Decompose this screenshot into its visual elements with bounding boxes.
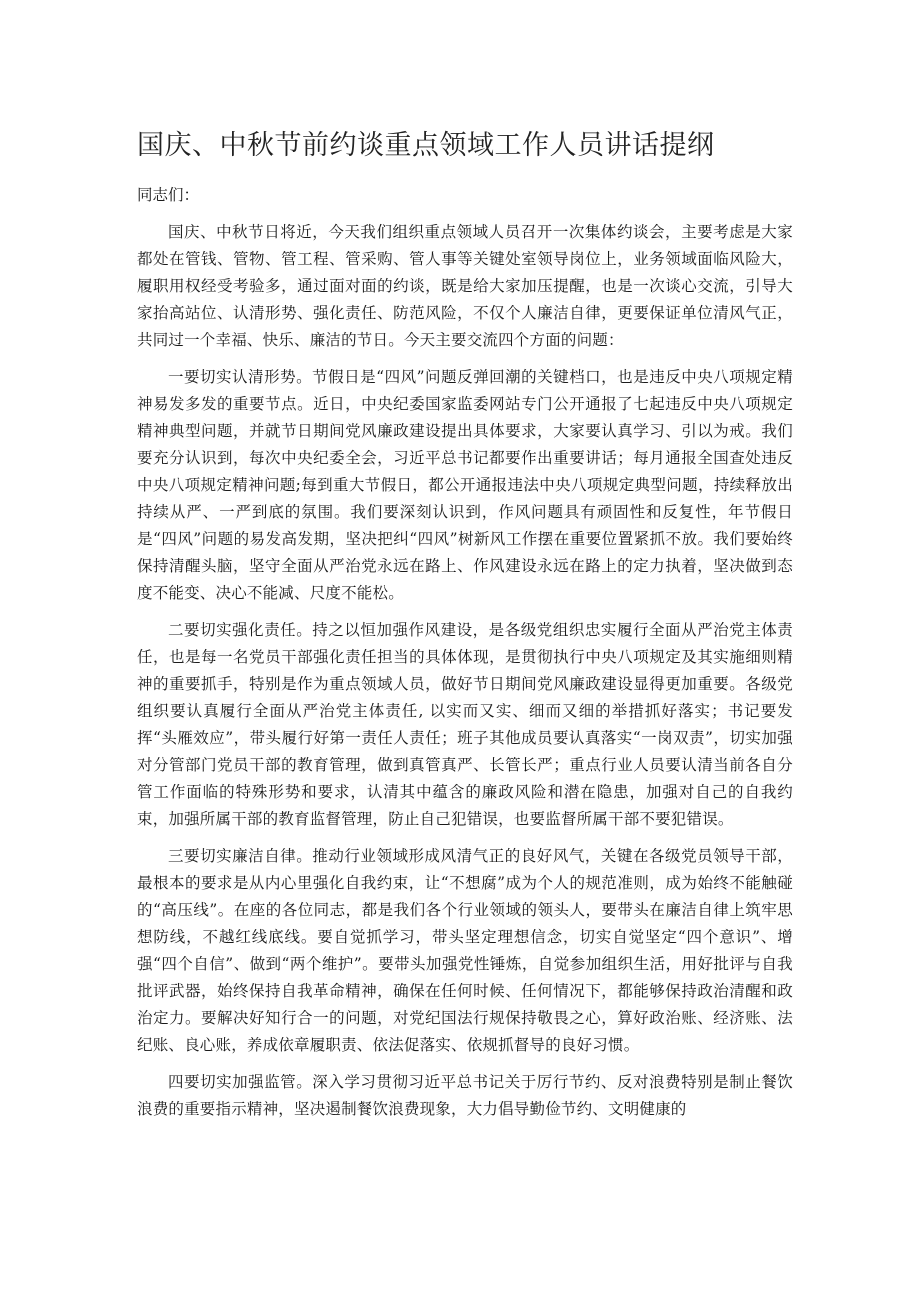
paragraph-point-3: 三要切实廉洁自律。推动行业领域形成风清气正的良好风气，关键在各级党员领导干部，最根本的要求是从内心里强化自我约束，让“不想腐”成为个人的规范准则，成为始终不能触碰的“高压线”。在座的各位同志，都是我们各个行业领域的领头人，要带头在廉洁自律上筑牢思想防线，不越红线底线。要自觉抓学习，带头坚定理想信念，切实自觉坚定“四个意识”、增强“四个自信”、做到“两个维护”。要带头加强党性锤炼，自觉参加组织生活，用好批评与自我批评武器，始终保持自我革命精神，确保在任何时候、任何情况下，都能够保持政治清醒和政治定力。要解决好知行合一的问题，对党纪国法行规保持敬畏之心，算好政治账、经济账、法纪账、良心账，养成依章履职责、依法促落实、依规抓督导的良好习惯。: [137, 847, 793, 1054]
paragraph-point-4: 四要切实加强监管。深入学习贯彻习近平总书记关于厉行节约、反对浪费特别是制止餐饮浪费的重要指示精神，坚决遏制餐饮浪费现象，大力倡导勤俭节约、文明健康的: [137, 1073, 793, 1118]
paragraph-point-1: 一要切实认清形势。节假日是“四风”问题反弹回潮的关键档口，也是违反中央八项规定精神易发多发的重要节点。近日，中央纪委国家监委网站专门公开通报了七起违反中央八项规定精神典型问题，并就节日期间党风廉政建设提出具体要求，大家要认真学习、引以为戒。我们要充分认识到，每次中央纪委全会，习近平总书记都要作出重要讲话；每月通报全国查处违反中央八项规定精神问题;每到重大节假日，都公开通报违法中央八项规定典型问题，持续释放出持续从严、一严到底的氛围。我们要深刻认识到，作风问题具有顽固性和反复性，年节假日是“四风”问题的易发高发期，坚决把纠“四风”树新风工作摆在重要位置紧抓不放。我们要始终保持清醒头脑，坚守全面从严治党永远在路上、作风建设永远在路上的定力执着，坚决做到态度不能变、决心不能减、尺度不能松。: [137, 368, 793, 602]
document-page: [137, 124, 793, 1133]
document-title: 国庆、中秋节前约谈重点领域工作人员讲话提纲: [137, 130, 715, 161]
paragraph-intro: 国庆、中秋节日将近，今天我们组织重点领域人员召开一次集体约谈会，主要考虑是大家都处在管钱、管物、管工程、管采购、管人事等关键处室领导岗位上，业务领域面临风险大，履职用权经受考验多，通过面对面的约谈，既是给大家加压提醒，也是一次谈心交流，引导大家抬高站位、认清形势、强化责任、防范风险，不仅个人廉洁自律，更要保证单位清风气正，共同过一个幸福、快乐、廉洁的节日。今天主要交流四个方面的问题：: [137, 223, 793, 349]
paragraph-point-2: 二要切实强化责任。持之以恒加强作风建设，是各级党组织忠实履行全面从严治党主体责任，也是每一名党员干部强化责任担当的具体体现，是贯彻执行中央八项规定及其实施细则精神的重要抓手，特别是作为重点领域人员，做好节日期间党风廉政建设显得更加重要。各级党组织要认真履行全面从严治党主体责任, 以实而又实、细而又细的举措抓好落实；书记要发挥“头雁效应”，带头履行好第一责任人责任；班子其他成员要认真落实“一岗双责”，切实加强对分管部门党员干部的教育管理，做到真管真严、长管长严；重点行业人员要认清当前各自分管工作面临的特殊形势和要求，认清其中蕴含的廉政风险和潜在隐患，加强对自己的自我约束，加强所属干部的教育监督管理，防止自己犯错误，也要监督所属干部不要犯错误。: [137, 621, 793, 828]
salutation: 同志们：: [137, 186, 200, 204]
